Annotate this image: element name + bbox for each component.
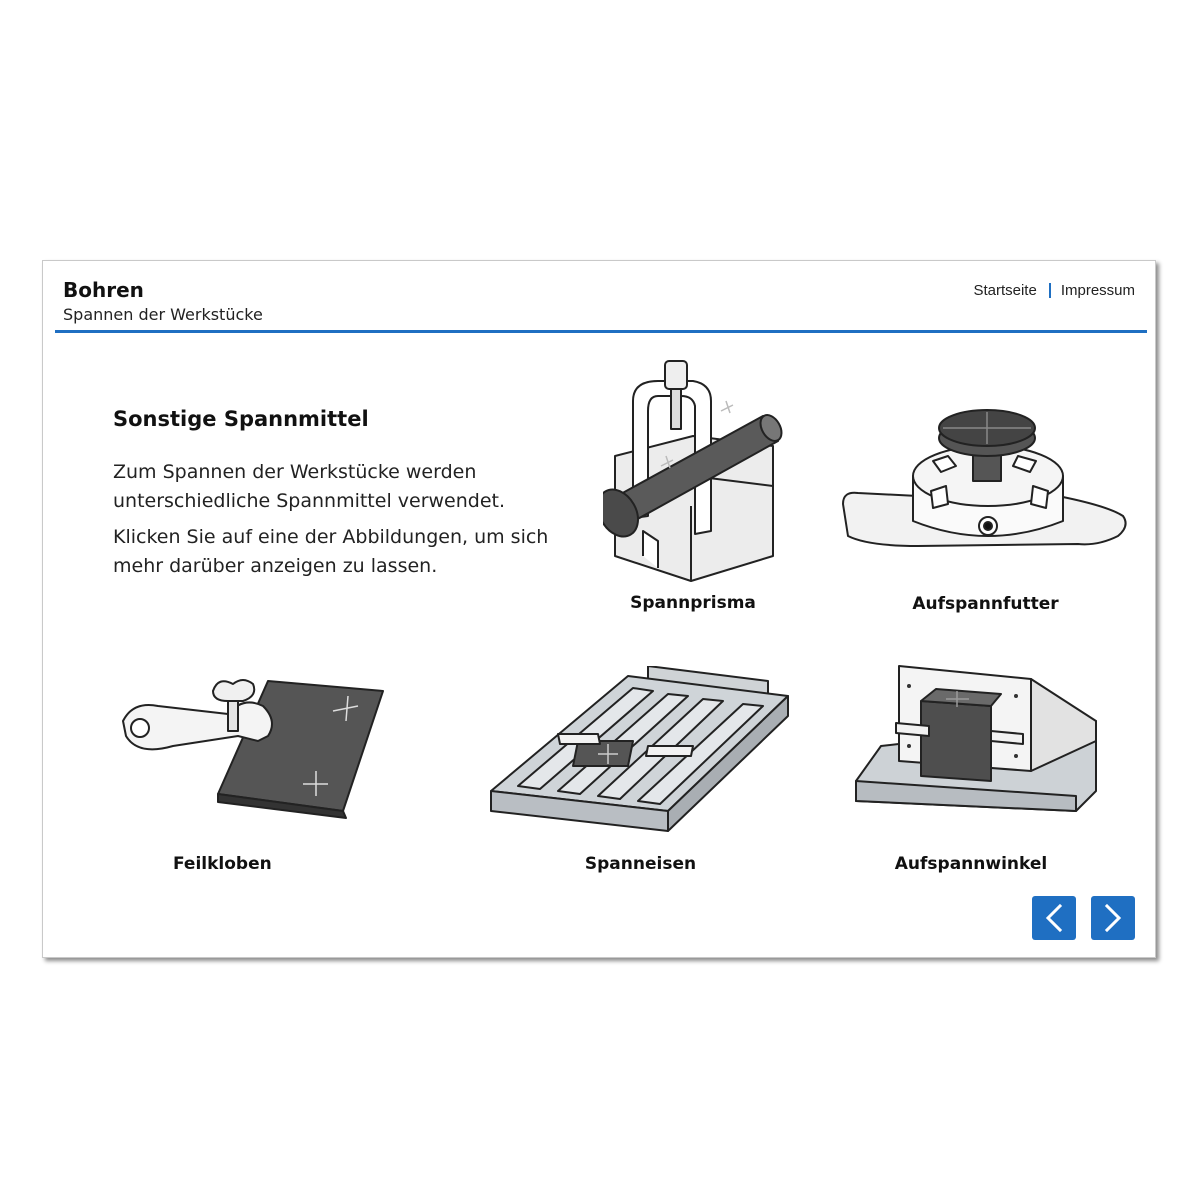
nav-impressum-link[interactable]: Impressum <box>1060 282 1135 299</box>
chuck-icon <box>838 396 1133 566</box>
intro-paragraph: Zum Spannen der Werkstücke werden unterschiedliche Spannmittel verwendet. <box>113 461 506 512</box>
v-block-clamp-icon <box>603 356 783 586</box>
item-spannprisma[interactable] <box>603 356 783 616</box>
item-label: Feilkloben <box>173 854 272 874</box>
section-heading: Sonstige Spannmittel <box>113 407 369 431</box>
nav-separator <box>1049 283 1051 298</box>
item-label: Spanneisen <box>584 854 697 874</box>
lesson-window <box>42 260 1156 958</box>
instruction-paragraph: Klicken Sie auf eine der Abbildungen, um sich mehr darüber anzeigen zu lassen. <box>113 526 549 577</box>
chevron-left-icon <box>1041 903 1067 933</box>
chevron-right-icon <box>1100 903 1126 933</box>
item-feilkloben[interactable] <box>118 666 393 886</box>
item-spanneisen[interactable] <box>488 666 793 886</box>
chapter-subtitle: Spannen der Werkstücke <box>63 305 263 324</box>
course-title: Bohren <box>63 278 144 302</box>
item-aufspannwinkel[interactable] <box>851 661 1101 886</box>
item-aufspannfutter[interactable] <box>838 396 1133 616</box>
previous-button[interactable] <box>1032 896 1076 940</box>
hand-vice-icon <box>118 666 393 826</box>
item-label: Aufspannfutter <box>912 594 1059 614</box>
header-divider <box>55 330 1147 333</box>
clamp-plate-icon <box>488 666 793 836</box>
angle-plate-icon <box>851 661 1101 821</box>
nav-startseite-link[interactable]: Startseite <box>973 282 1037 299</box>
top-nav <box>973 282 1135 299</box>
item-label: Aufspannwinkel <box>894 854 1048 874</box>
item-label: Spannprisma <box>630 593 756 613</box>
next-button[interactable] <box>1091 896 1135 940</box>
